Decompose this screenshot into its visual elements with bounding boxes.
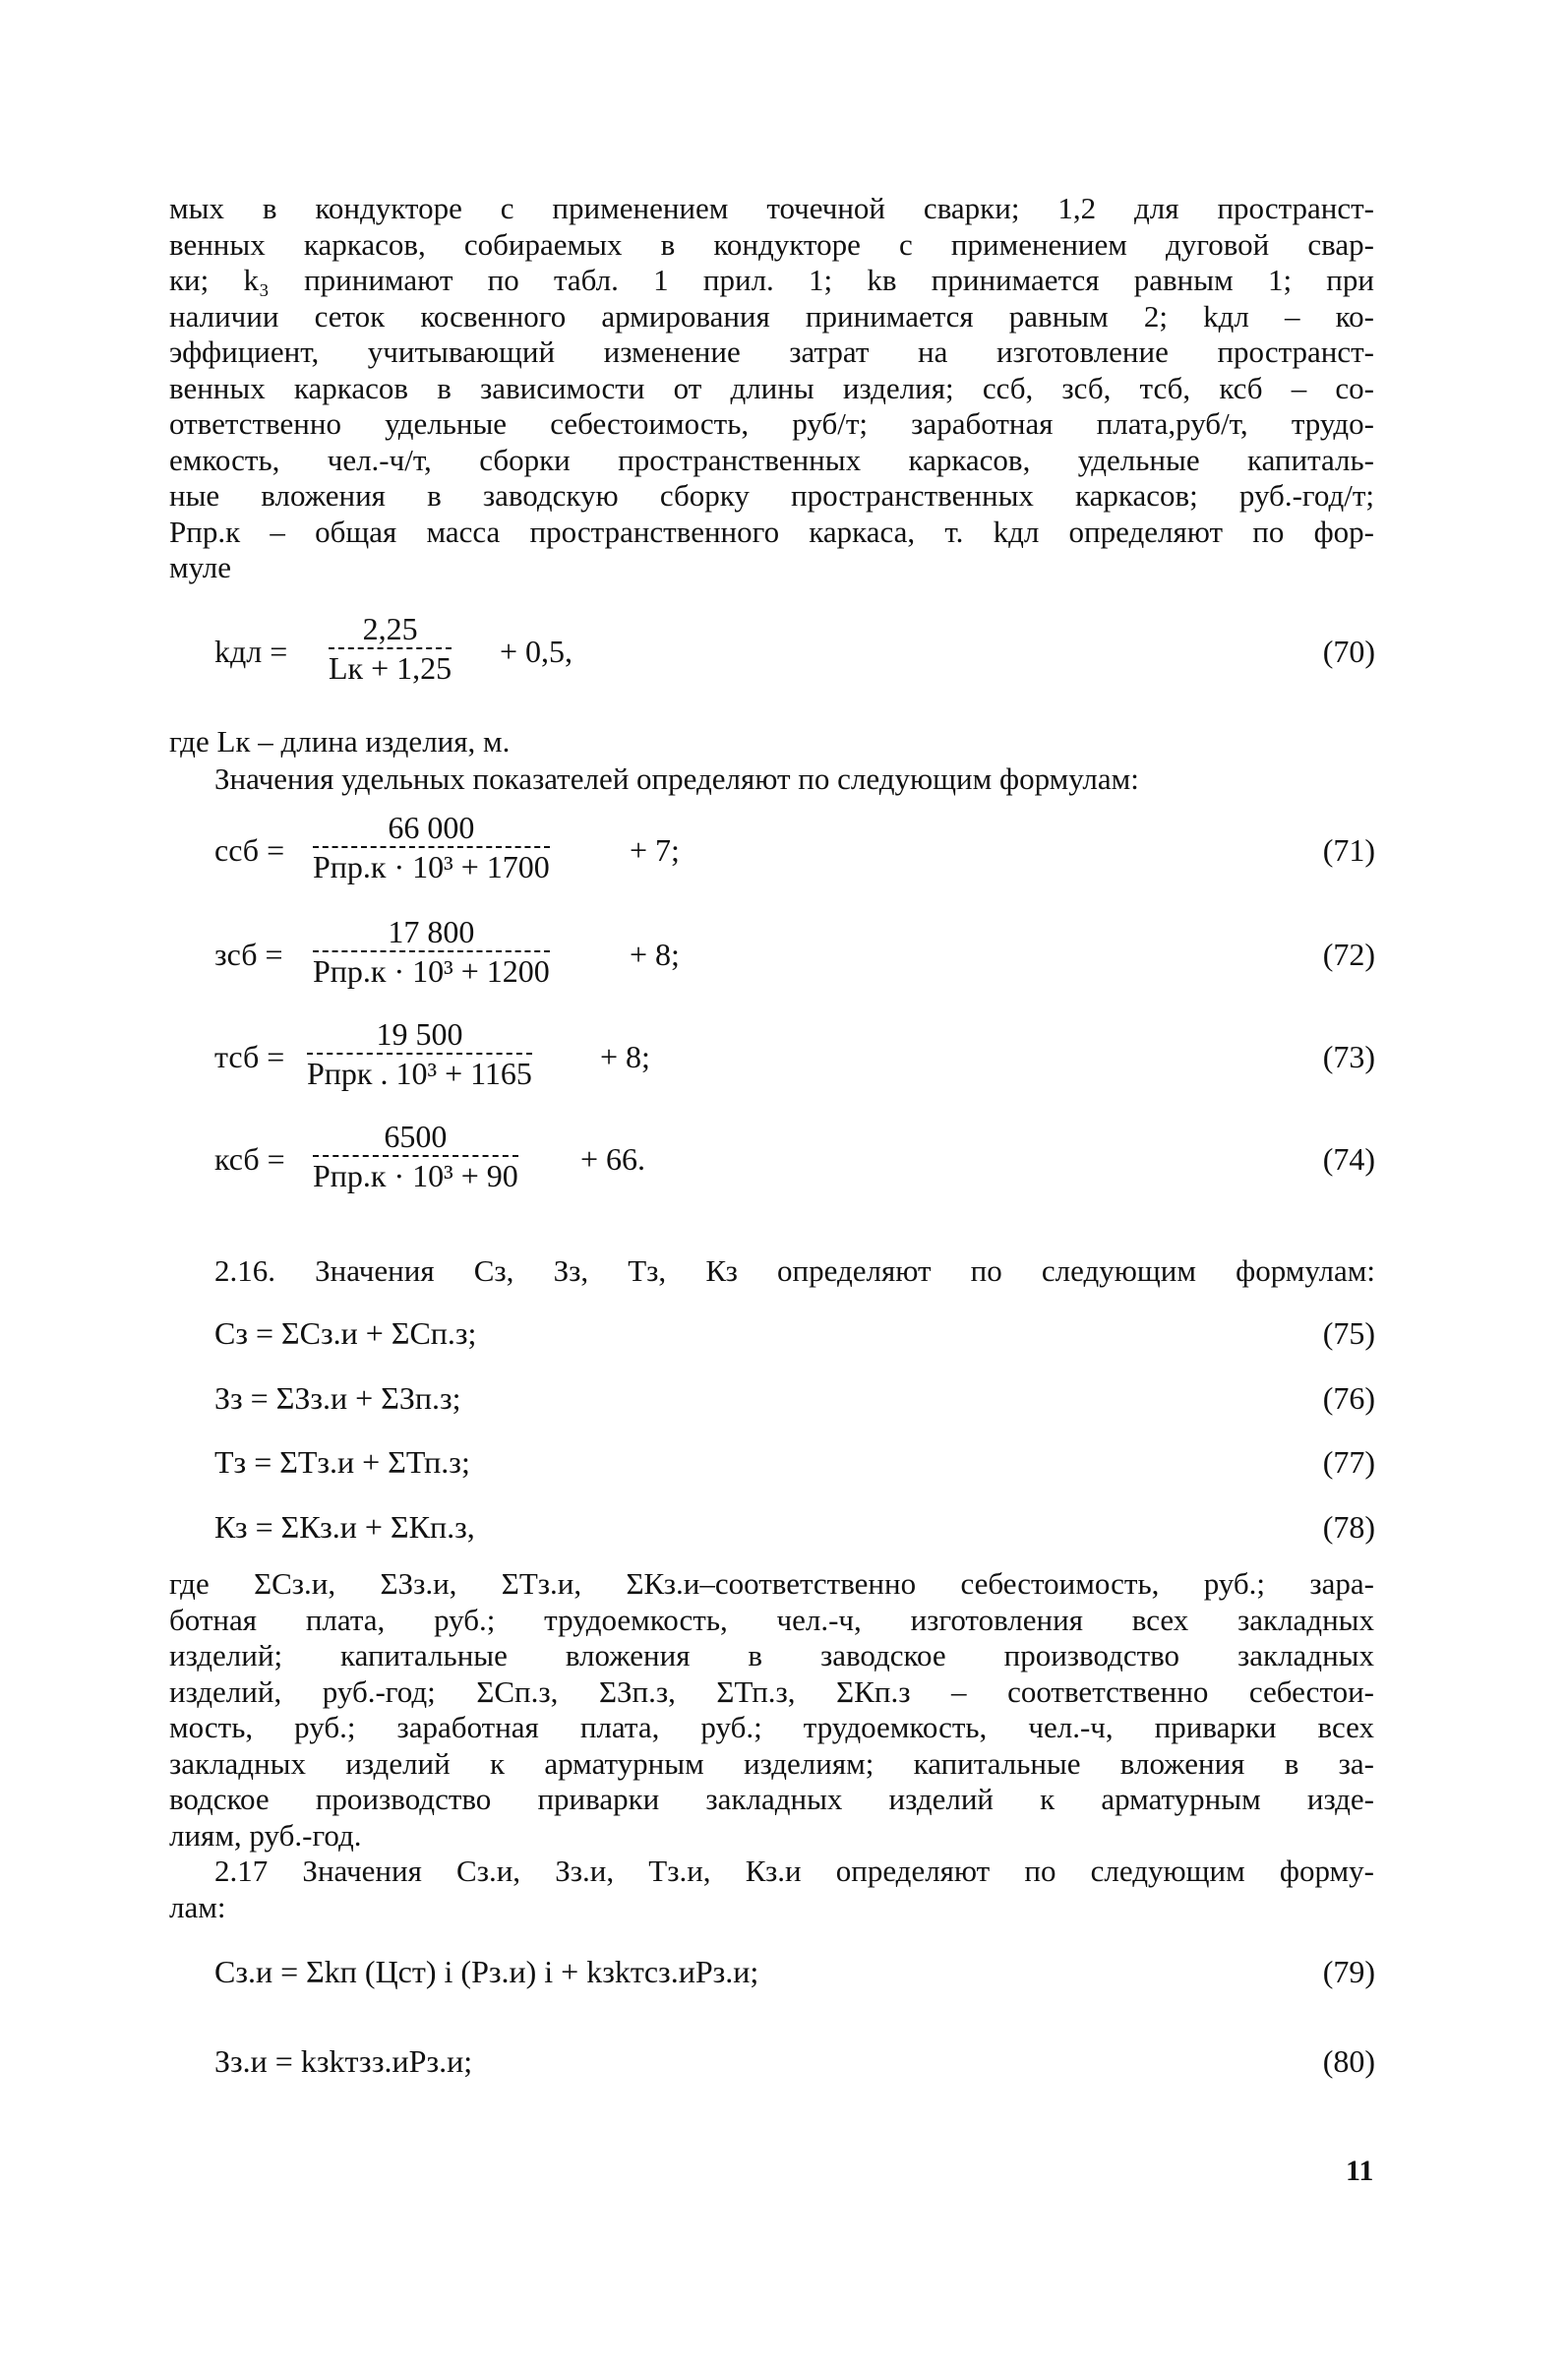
formula-77 <box>214 1444 470 1481</box>
intro-71 <box>214 761 1375 798</box>
text-line: муле <box>169 550 231 584</box>
equation-number: (71) <box>1322 832 1375 868</box>
formula-lhs: cсб = <box>214 832 285 868</box>
text-line: ответственно удельные себестоимость, руб/т; заработная плата,руб/т, трудо- <box>169 406 1374 441</box>
formula-rhs: + 8; <box>600 1039 650 1074</box>
text-line: Значения удельных показателей определяют по следующим формулам: <box>214 761 1139 796</box>
fraction-numerator: 2,25 <box>329 610 452 649</box>
text-line: где ΣCз.и, ΣЗз.и, ΣТз.и, ΣКз.и–соответственно себестоимость, руб.; зара- <box>169 1566 1374 1601</box>
formula-79 <box>214 1954 758 1990</box>
formula-rhs: + 8; <box>630 937 680 972</box>
formula-text: Cз = ΣCз.и + ΣCп.з; <box>214 1315 477 1351</box>
formula-fraction <box>313 913 550 990</box>
text-line: венных каркасов, собираемых в кондукторе с применением дуговой свар- <box>169 226 1374 262</box>
fraction-denominator: Lк + 1,25 <box>329 650 452 686</box>
text-line: 2.17 Значения Cз.и, Зз.и, Тз.и, Кз.и определяют по следующим форму- <box>214 1854 1374 1888</box>
formula-lhs: тсб = <box>214 1039 285 1074</box>
formula-lhs: зсб = <box>214 937 283 972</box>
text-line: где Lк – длина изделия, м. <box>169 724 511 759</box>
equation-number: (78) <box>1322 1509 1375 1545</box>
text-line: эффициент, учитывающий изменение затрат на изготовление пространст- <box>169 334 1374 369</box>
text-line: мость, руб.; заработная плата, руб.; трудоемкость, чел.-ч, приварки всех <box>169 1710 1374 1744</box>
page-number: 11 <box>1346 2155 1374 2187</box>
text-line: емкость, чел.-ч/т, сборки пространственных каркасов, удельные капиталь- <box>169 442 1374 477</box>
text-line: ки; k₃ принимают по табл. 1 прил. 1; kв принимается равным 1; при <box>169 263 1374 297</box>
paragraph-where-78 <box>169 1566 1374 1854</box>
fraction-denominator: Pпр.к · 10³ + 1700 <box>313 849 550 884</box>
formula-76 <box>214 1380 461 1417</box>
text-line: ные вложения в заводскую сборку пространственных каркасов; руб.-год/т; <box>169 478 1374 513</box>
formula-lhs: kдл = <box>214 634 288 669</box>
formula-70 <box>0 610 1568 689</box>
fraction-denominator: Pпр.к · 10³ + 90 <box>313 1158 518 1193</box>
formula-fraction <box>307 1015 532 1092</box>
formula-text: Зз = ΣЗз.и + ΣЗп.з; <box>214 1380 461 1416</box>
formula-lhs: ксб = <box>214 1141 285 1177</box>
where-clause <box>169 724 1374 760</box>
formula-text: Cз.и = Σkп (Цст) i (Pз.и) i + kзkтcз.иPз.и; <box>214 1954 759 1989</box>
formula-rhs: + 0,5, <box>500 634 573 669</box>
formula-text: Кз = ΣКз.и + ΣКп.з, <box>214 1509 475 1545</box>
formula-75 <box>214 1315 476 1352</box>
equation-number: (80) <box>1322 2043 1375 2079</box>
text-line: наличии сеток косвенного армирования принимается равным 2; kдл – ко- <box>169 298 1374 334</box>
text-line: закладных изделий к арматурным изделиям; капитальные вложения в за- <box>169 1745 1374 1781</box>
formula-rhs: + 66. <box>580 1141 646 1177</box>
formula-fraction <box>329 610 452 687</box>
formula-text: Зз.и = kзkтзз.иPз.и; <box>214 2043 473 2079</box>
formula-80 <box>214 2043 472 2080</box>
text-line: лам: <box>169 1889 226 1924</box>
formula-text: Тз = ΣТз.и + ΣТп.з; <box>214 1444 470 1480</box>
formula-fraction <box>313 1118 518 1194</box>
equation-number: (75) <box>1322 1315 1375 1351</box>
fraction-denominator: Pпрк . 10³ + 1165 <box>307 1056 532 1091</box>
formula-71 <box>0 809 1568 887</box>
equation-number: (74) <box>1322 1141 1375 1177</box>
formula-74 <box>0 1118 1568 1196</box>
fraction-numerator: 66 000 <box>313 809 550 848</box>
text-line: ботная плата, руб.; трудоемкость, чел.-ч, изготовления всех закладных <box>169 1602 1374 1637</box>
formula-rhs: + 7; <box>630 832 680 868</box>
equation-number: (72) <box>1322 937 1375 972</box>
fraction-numerator: 19 500 <box>307 1015 532 1055</box>
fraction-numerator: 6500 <box>313 1118 518 1157</box>
section-2-16 <box>214 1253 1375 1290</box>
text-line: мых в кондукторе с применением точечной сварки; 1,2 для пространст- <box>169 191 1374 225</box>
equation-number: (79) <box>1322 1954 1375 1989</box>
equation-number: (77) <box>1322 1444 1375 1480</box>
paragraph-intro <box>169 191 1374 586</box>
section-2-17 <box>169 1854 1374 1925</box>
text-line: изделий, руб.-год; ΣCп.з, ΣЗп.з, ΣТп.з, ΣКп.з – соответственно себестои- <box>169 1673 1374 1709</box>
text-line: венных каркасов в зависимости от длины изделия; cсб, зсб, тсб, ксб – со- <box>169 370 1374 405</box>
text-line: лиям, руб.-год. <box>169 1817 362 1853</box>
fraction-numerator: 17 800 <box>313 913 550 952</box>
equation-number: (76) <box>1322 1380 1375 1416</box>
equation-number: (70) <box>1322 634 1375 669</box>
formula-fraction <box>313 809 550 885</box>
text-line: изделий; капитальные вложения в заводское производство закладных <box>169 1638 1374 1672</box>
text-line: Pпр.к – общая масса пространственного каркаса, т. kдл определяют по фор- <box>169 514 1374 549</box>
fraction-denominator: Pпр.к · 10³ + 1200 <box>313 953 550 989</box>
text-line: водское производство приварки закладных изделий к арматурным изде- <box>169 1782 1374 1816</box>
formula-78 <box>214 1509 475 1546</box>
equation-number: (73) <box>1322 1039 1375 1074</box>
formula-72 <box>0 913 1568 992</box>
formula-73 <box>0 1015 1568 1094</box>
text-line: 2.16. Значения Cз, Зз, Тз, Кз определяют по следующим формулам: <box>214 1253 1375 1288</box>
